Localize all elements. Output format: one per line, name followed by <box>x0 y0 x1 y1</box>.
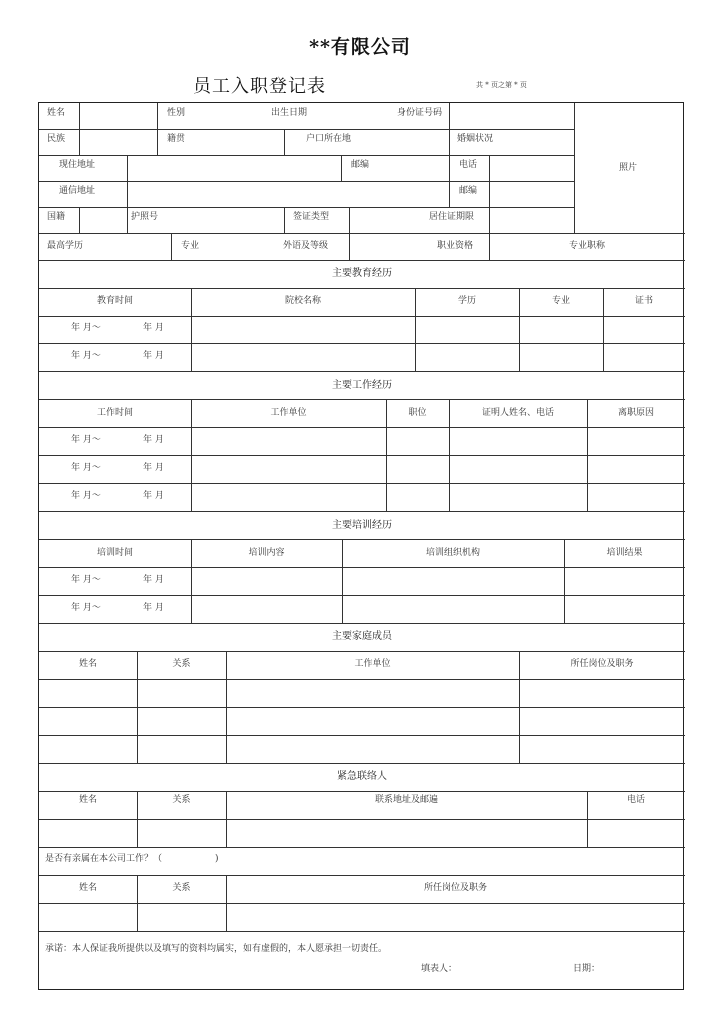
row-line <box>39 931 685 932</box>
section-training-heading: 主要培训经历 <box>332 520 392 531</box>
date-start: 年 月～ <box>71 575 101 585</box>
col-line <box>127 207 128 233</box>
row-line <box>39 819 685 820</box>
row-line <box>39 181 574 182</box>
header-leave-reason: 离职原因 <box>617 408 654 418</box>
date-end: 年 月 <box>143 351 164 361</box>
section-education-heading: 主要教育经历 <box>332 268 392 279</box>
col-line <box>157 103 158 155</box>
date-end: 年 月 <box>143 463 164 473</box>
header-training-content: 培训内容 <box>248 548 285 558</box>
header-emergency-phone: 电话 <box>626 795 645 805</box>
pledge-text: 承诺：本人保证我所提供以及填写的资料均属实，如有虚假的，本人愿承担一切责任。 <box>45 944 388 954</box>
header-emergency-relation: 关系 <box>172 795 191 805</box>
col-line <box>349 207 350 233</box>
label-education: 最高学历 <box>47 241 84 251</box>
label-nationality: 国籍 <box>47 212 66 222</box>
row-line <box>39 233 685 234</box>
header-training-time: 培训时间 <box>96 548 133 558</box>
row-line <box>39 343 685 344</box>
row-line <box>39 483 685 484</box>
date-end: 年 月 <box>143 323 164 333</box>
date-end: 年 月 <box>143 603 164 613</box>
header-edu-major: 专业 <box>551 296 570 306</box>
date-start: 年 月～ <box>71 323 101 333</box>
row-line <box>39 288 685 289</box>
row-line <box>39 707 685 708</box>
label-qualification: 职业资格 <box>437 241 474 251</box>
col-line <box>79 207 80 233</box>
row-line <box>39 511 685 512</box>
date-start: 年 月～ <box>71 491 101 501</box>
label-photo: 照片 <box>619 163 638 173</box>
form-title: 员工入职登记表 <box>193 76 326 97</box>
label-current-address: 现住地址 <box>59 160 96 170</box>
header-emergency-name: 姓名 <box>78 795 97 805</box>
row-line <box>39 316 685 317</box>
header-training-org: 培训组织机构 <box>425 548 480 558</box>
header-position: 职位 <box>408 408 427 418</box>
row-line <box>39 455 685 456</box>
date-start: 年 月～ <box>71 435 101 445</box>
label-phone: 电话 <box>459 160 478 170</box>
section-work-heading: 主要工作经历 <box>332 380 392 391</box>
row-line <box>39 875 685 876</box>
row-line <box>39 371 685 372</box>
section-family-heading: 主要家庭成员 <box>332 631 392 642</box>
row-line <box>39 623 685 624</box>
label-mail-address: 通信地址 <box>59 186 96 196</box>
row-line <box>39 539 685 540</box>
date-end: 年 月 <box>143 435 164 445</box>
label-visa-type: 签证类型 <box>293 212 330 222</box>
label-zip: 邮编 <box>351 160 370 170</box>
label-gender: 性别 <box>167 108 186 118</box>
section-emergency-heading: 紧急联络人 <box>337 771 387 782</box>
date-end: 年 月 <box>143 575 164 585</box>
header-work-time: 工作时间 <box>96 408 133 418</box>
row-line <box>39 763 685 764</box>
header-relative-position: 所任岗位及职务 <box>423 883 487 893</box>
label-major: 专业 <box>181 241 200 251</box>
relatives-question-close: ) <box>215 854 219 864</box>
header-family-position: 所任岗位及职务 <box>570 659 634 669</box>
date-start: 年 月～ <box>71 351 101 361</box>
col-line <box>284 129 285 155</box>
row-line <box>39 155 574 156</box>
col-line <box>489 207 490 233</box>
col-line <box>349 233 350 260</box>
label-zip-2: 邮编 <box>459 186 478 196</box>
page-info: 共 * 页之第 * 页 <box>476 81 527 89</box>
header-employer: 工作单位 <box>270 408 307 418</box>
header-school: 院校名称 <box>284 296 321 306</box>
row-line <box>39 427 685 428</box>
header-family-employer: 工作单位 <box>354 659 391 669</box>
row-line <box>39 679 685 680</box>
header-relative-name: 姓名 <box>78 883 97 893</box>
label-native-place: 籍贯 <box>167 134 186 144</box>
col-line <box>127 155 128 207</box>
row-line <box>39 651 685 652</box>
col-line <box>341 155 342 181</box>
col-line <box>449 103 450 155</box>
header-emergency-address: 联系地址及邮遍 <box>374 795 438 805</box>
label-passport: 护照号 <box>131 212 159 222</box>
header-family-name: 姓名 <box>78 659 97 669</box>
relatives-question: 是否有亲属在本公司工作？（ <box>45 854 163 864</box>
col-line <box>574 103 575 233</box>
row-line <box>39 207 574 208</box>
registration-form <box>38 102 684 990</box>
col-line <box>489 233 490 260</box>
header-degree: 学历 <box>457 296 476 306</box>
label-birth: 出生日期 <box>271 108 308 118</box>
row-line <box>39 595 685 596</box>
row-line <box>39 567 685 568</box>
company-name: **有限公司 <box>309 36 411 58</box>
label-nation: 民族 <box>47 134 66 144</box>
label-professional-title: 专业职称 <box>569 241 606 251</box>
label-residence-permit: 居住证期限 <box>429 212 475 222</box>
row-line <box>39 735 685 736</box>
row-line <box>39 260 685 261</box>
header-reference: 证明人姓名、电话 <box>481 408 554 418</box>
date-label: 日期： <box>573 964 601 974</box>
label-language: 外语及等级 <box>283 241 329 251</box>
label-id-number: 身份证号码 <box>397 108 443 118</box>
row-line <box>39 399 685 400</box>
row-line <box>39 903 685 904</box>
header-certificate: 证书 <box>634 296 653 306</box>
row-line <box>39 129 574 130</box>
col-line <box>79 103 80 155</box>
header-training-result: 培训结果 <box>606 548 643 558</box>
filler-label: 填表人： <box>421 964 458 974</box>
col-line <box>284 207 285 233</box>
label-name: 姓名 <box>47 108 66 118</box>
col-line <box>489 155 490 207</box>
date-start: 年 月～ <box>71 603 101 613</box>
header-edu-time: 教育时间 <box>96 296 133 306</box>
header-relative-relation: 关系 <box>172 883 191 893</box>
row-line <box>39 791 685 792</box>
date-end: 年 月 <box>143 491 164 501</box>
date-start: 年 月～ <box>71 463 101 473</box>
label-marital: 婚姻状况 <box>457 134 494 144</box>
col-line <box>171 233 172 260</box>
label-hukou: 户口所在地 <box>306 134 352 144</box>
col-line <box>449 155 450 207</box>
row-line <box>39 847 685 848</box>
header-family-relation: 关系 <box>172 659 191 669</box>
